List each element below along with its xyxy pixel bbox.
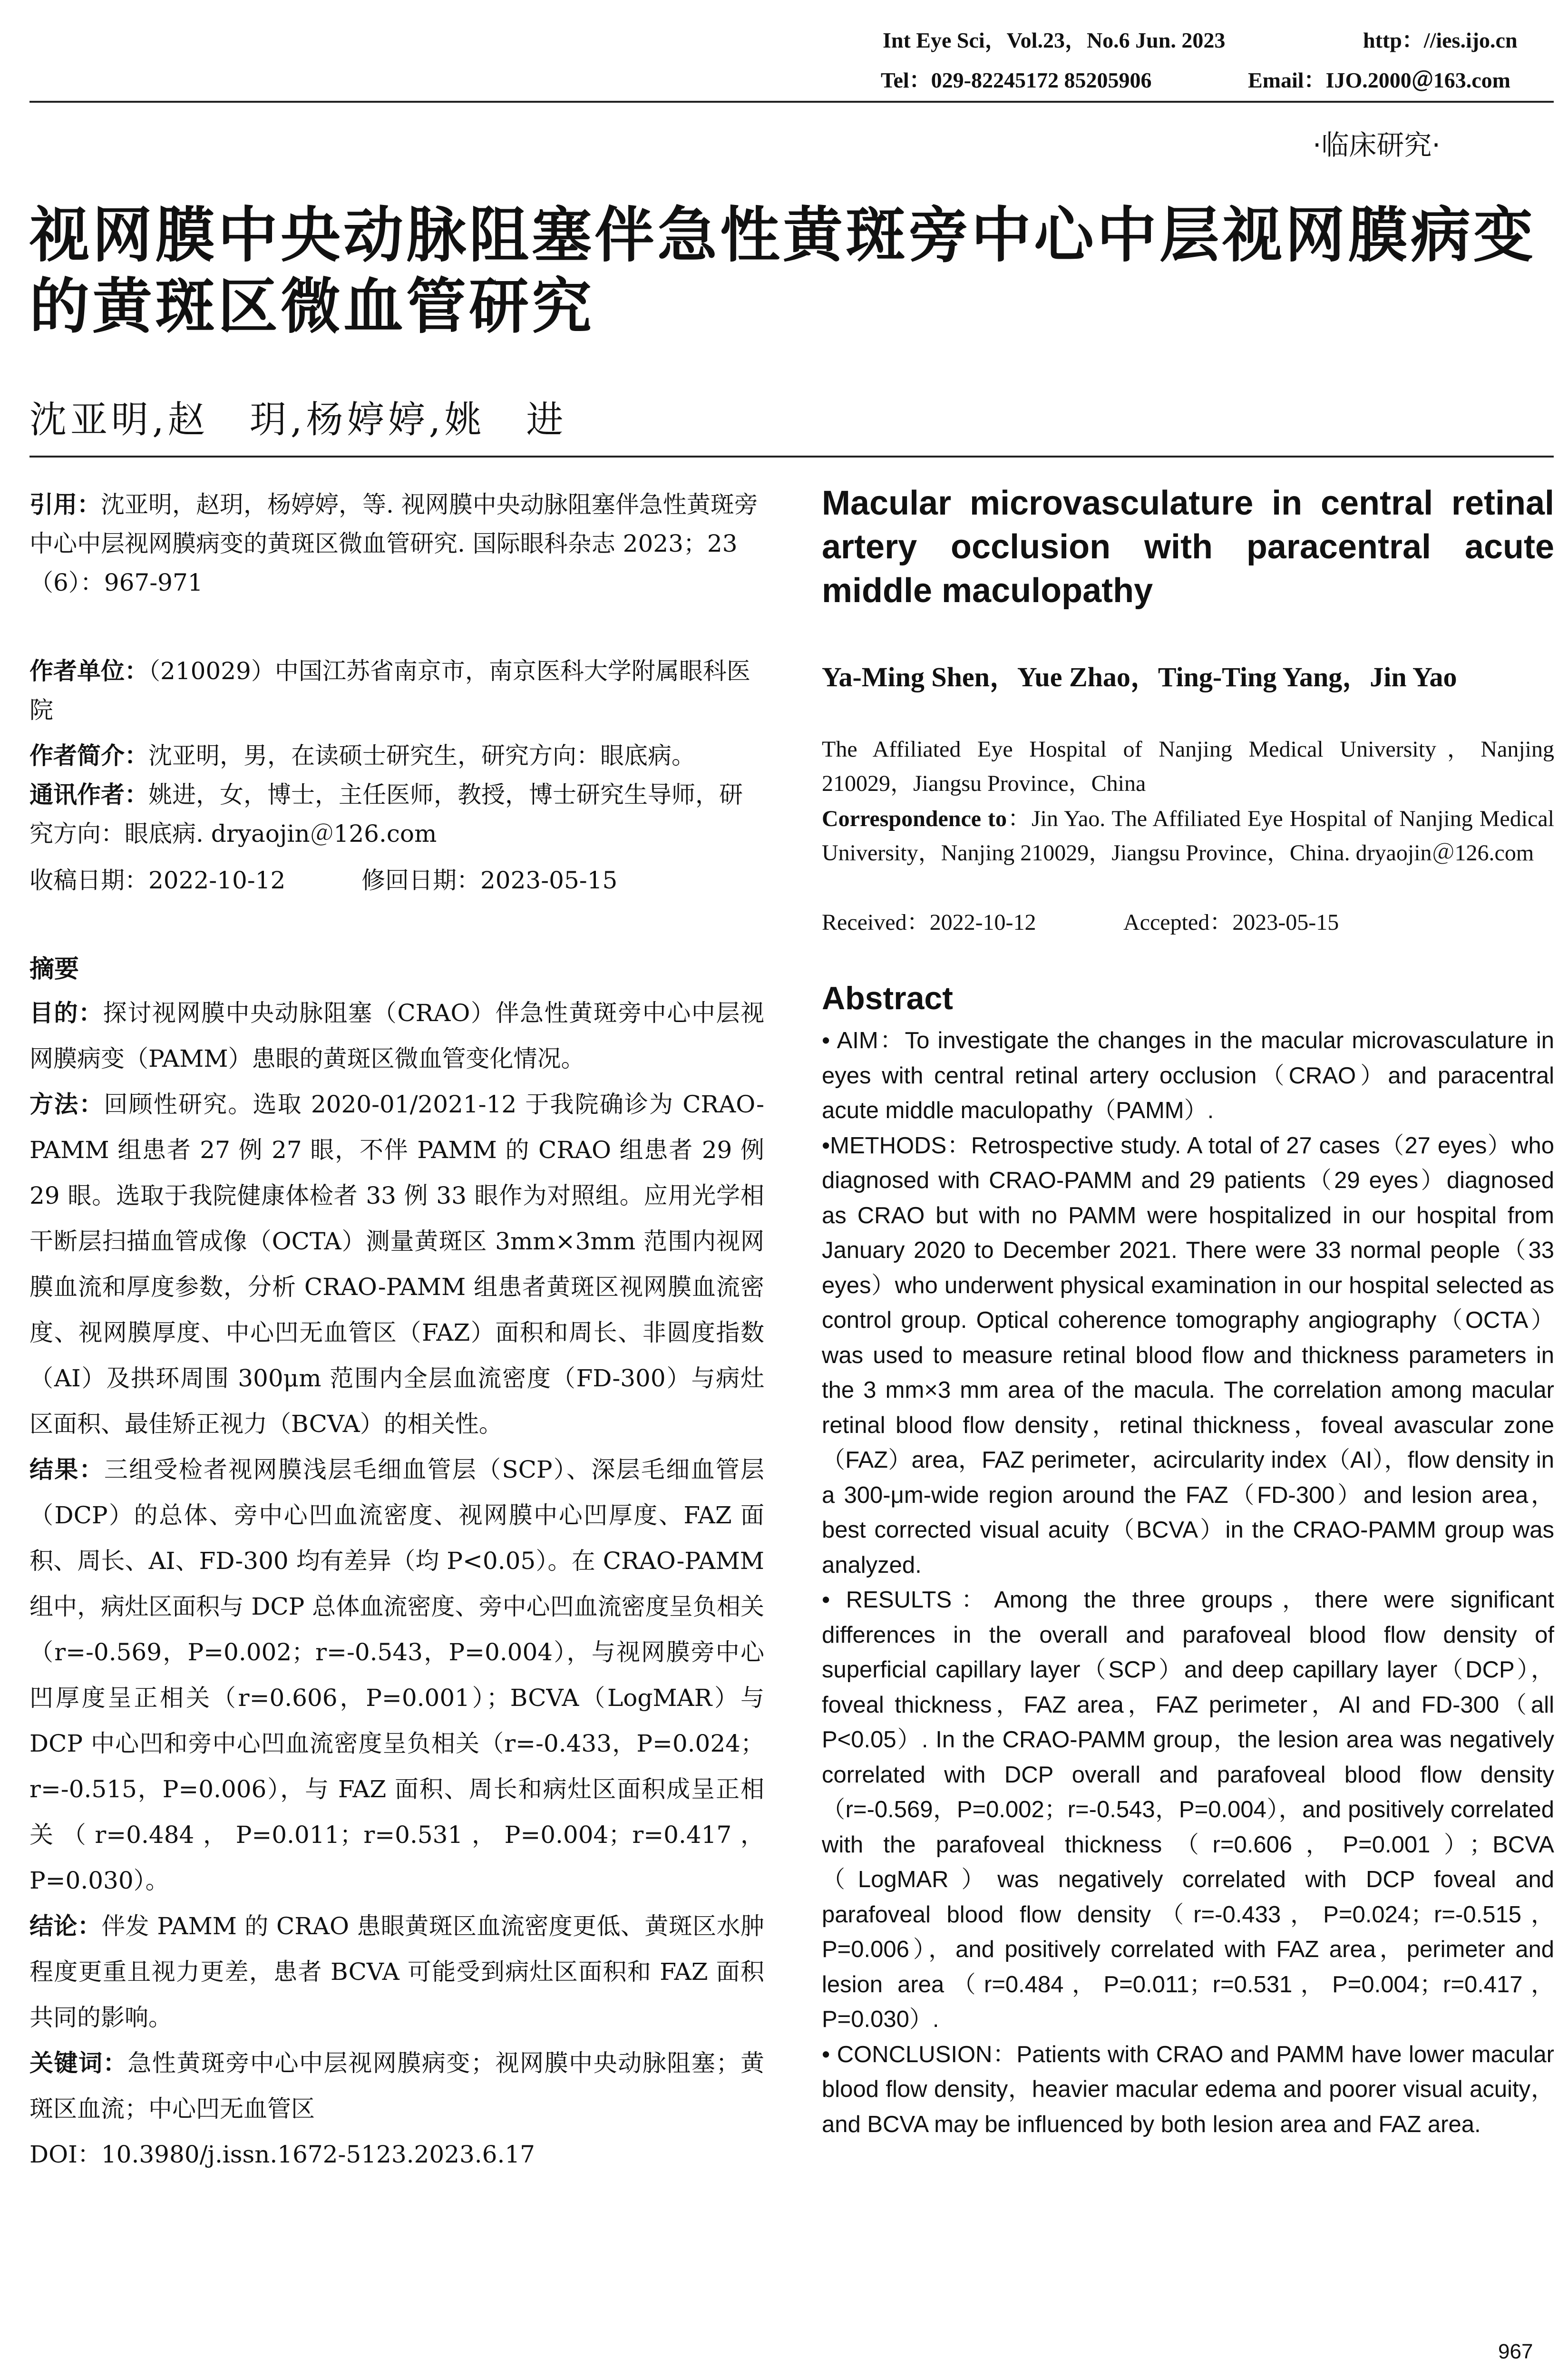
page-title-line1: 视网膜中央动脉阻塞伴急性黄斑旁中心中层视网膜病变 — [29, 200, 1536, 270]
methods-cn-text: 回顾性研究。选取 2020-01/2021-12 于我院确诊为 CRAO-PAMM 组患者 27 例 27 眼，不伴 PAMM 的 CRAO 组患者 29 例 29 眼。选取于我院健康体检者 33 例 33 眼作为对照组。应用光学相干断层扫描血管成像（OCTA）测量黄斑区 3mm×3mm 范围内视网膜血流和厚度参数，分析 CRAO-PAMM 组患者黄斑区视网膜血流密度、视网膜厚度、中心凹无血管区（FAZ）面积和周长、非圆度指数（AI）及拱环周围 300μm 范围内全层血流密度（FD-300）与病灶区面积、最佳矫正视力（BCVA）的相关性。 — [29, 1091, 764, 1438]
abstract-en-aim: • AIM：To investigate the changes in the macular microvasculature in eyes with central retinal artery occlusion（CRAO）and paracentral acute middle maculopathy（PAMM）. — [822, 1028, 1554, 1123]
page-title-line2: 的黄斑区微血管研究 — [29, 272, 594, 341]
journal-url[interactable]: http：//ies.ijo.cn — [1363, 28, 1518, 52]
abstract-cn-methods — [29, 1081, 764, 1447]
results-cn-text: 三组受检者视网膜浅层毛细血管层（SCP）、深层毛细血管层（DCP）的总体、旁中心凹血流密度、视网膜中心凹厚度、FAZ 面积、周长、AI、FD-300 均有差异（均 P<0.05）。在 CRAO-PAMM 组中，病灶区面积与 DCP 总体血流密度、旁中心凹血流密度呈负相关（r=-0.569，P=0.002；r=-0.543，P=0.004），与视网膜旁中心凹厚度呈正相关（r=0.606，P=0.001）；BCVA（LogMAR）与 DCP 中心凹和旁中心凹血流密度呈负相关（r=-0.433，P=0.024；r=-0.515，P=0.006），与 FAZ 面积、周长和病灶区面积成呈正相关（r=0.484，P=0.011；r=0.531，P=0.004；r=0.417，P=0.030）。 — [29, 1456, 764, 1894]
journal-email[interactable]: Email：IJO.2000＠163.com — [1248, 68, 1510, 92]
title-rule — [29, 456, 1554, 458]
aim-cn-text: 探讨视网膜中央动脉阻塞（CRAO）伴急性黄斑旁中心中层视网膜病变（PAMM）患眼的黄斑区微血管变化情况。 — [29, 999, 764, 1072]
corr-label: 通讯作者： — [29, 781, 148, 809]
abstract-en-conclusion: • CONCLUSION：Patients with CRAO and PAMM have lower macular blood flow density，heavier macular edema and poorer visual acuity，and BCVA may be influenced by both lesion area and FAZ area. — [822, 2041, 1554, 2137]
corr-block — [29, 775, 764, 853]
journal-info: Int Eye Sci，Vol.23，No.6 Jun. 2023 — [883, 28, 1226, 52]
abstract-cn-body — [29, 990, 764, 2177]
english-authors: Ya-Ming Shen，Yue Zhao，Ting-Ting Yang，Jin Yao — [822, 662, 1457, 692]
doi[interactable]: DOI：10.3980/j.issn.1672-5123.2023.6.17 — [29, 2141, 535, 2168]
citation-text: 沈亚明，赵玥，杨婷婷，等. 视网膜中央动脉阻塞伴急性黄斑旁中心中层视网膜病变的黄斑区微血管研究. 国际眼科杂志 2023；23（6）：967-971 — [29, 491, 758, 596]
section-label: ·临床研究· — [1313, 129, 1441, 161]
bio-block — [29, 736, 764, 775]
unit-label: 作者单位： — [29, 657, 148, 685]
conclusion-cn-label: 结论： — [29, 1912, 102, 1940]
corr-en-text: ：Jin Yao. The Affiliated Eye Hospital of Nanjing Medical University，Nanjing 210029，Jiangsu Province，China. dryaojin＠126.com — [822, 806, 1554, 866]
results-cn-label: 结果： — [29, 1456, 104, 1483]
abstract-cn-aim — [29, 990, 764, 1081]
revised-cn: 修回日期：2023-05-15 — [361, 867, 618, 894]
abstract-cn-conclusion — [29, 1903, 764, 2040]
abstract-en-body — [822, 1023, 1554, 2142]
conclusion-cn-text: 伴发 PAMM 的 CRAO 患眼黄斑区血流密度更低、黄斑区水肿程度更重且视力更差，患者 BCVA 可能受到病灶区面积和 FAZ 面积共同的影响。 — [29, 1912, 765, 2031]
unit-text: （210029）中国江苏省南京市，南京医科大学附属眼科医院 — [29, 657, 750, 724]
methods-cn-label: 方法： — [29, 1091, 104, 1118]
abstract-cn-keywords — [29, 2040, 764, 2132]
aim-cn-label: 目的： — [29, 999, 103, 1027]
citation-block — [29, 485, 764, 602]
abstract-cn-heading: 摘要 — [29, 955, 79, 984]
accepted-en: Accepted：2023-05-15 — [1123, 910, 1339, 935]
page-number: 967 — [1498, 2340, 1533, 2363]
corr-text: 姚进，女，博士，主任医师，教授，博士研究生导师，研究方向：眼底病. dryaojin＠126.com — [29, 781, 743, 848]
received-cn: 收稿日期：2022-10-12 — [29, 867, 286, 894]
abstract-en-methods: •METHODS：Retrospective study. A total of 27 cases（27 eyes）who diagnosed with CRAO-PAMM and 29 patients（29 eyes）diagnosed as CRAO but with no PAMM were hospitalized in our hospital from January 2020 to December 2021. There were 33 normal people（33 eyes）who underwent physical examination in our hospital selected as control group. Optical coherence tomography angiography（OCTA）was used to measure retinal blood flow and thickness parameters in the 3 mm×3 mm area of the macula. The correlation among macular retinal blood flow density，retinal thickness，foveal avascular zone（FAZ）area，FAZ perimeter，acircularity index（AI），flow density in a 300-μm-wide region around the FAZ（FD-300）and lesion area，best corrected visual acuity（BCVA）in the CRAO-PAMM group was analyzed. — [822, 1132, 1554, 1578]
abstract-cn-results — [29, 1447, 764, 1903]
abstract-en-heading: Abstract — [822, 980, 953, 1016]
bio-text: 沈亚明，男，在读硕士研究生，研究方向：眼底病。 — [148, 742, 695, 770]
english-correspondence — [822, 802, 1554, 870]
keywords-cn-label: 关键词： — [29, 2049, 128, 2077]
header-rule — [29, 101, 1554, 103]
bio-label: 作者简介： — [29, 742, 148, 770]
abstract-en-results: • RESULTS：Among the three groups，there were significant differences in the overall and parafoveal blood flow density of superficial capillary layer（SCP）and deep capillary layer（DCP），foveal thickness，FAZ area，FAZ perimeter，AI and FD-300（all P<0.05）. In the CRAO-PAMM group，the lesion area was negatively correlated with DCP overall and parafoveal blood flow density（r=-0.569，P=0.002；r=-0.543，P=0.004），and positively correlated with the parafoveal thickness（r=0.606，P=0.001）；BCVA（LogMAR）was negatively correlated with DCP foveal and parafoveal blood flow density（r=-0.433，P=0.024；r=-0.515，P=0.006），and positively correlated with FAZ area，perimeter and lesion area（r=0.484，P=0.011；r=0.531，P=0.004；r=0.417，P=0.030）. — [822, 1587, 1554, 2032]
unit-block — [29, 652, 764, 730]
journal-tel: Tel：029-82245172 85205906 — [881, 68, 1152, 92]
received-en: Received：2022-10-12 — [822, 910, 1036, 935]
keywords-cn-text: 急性黄斑旁中心中层视网膜病变；视网膜中央动脉阻塞；黄斑区血流；中心凹无血管区 — [29, 2049, 765, 2123]
english-title: Macular microvasculature in central retinal artery occlusion with paracentral acute middle maculopathy — [822, 484, 1554, 610]
english-affiliation: The Affiliated Eye Hospital of Nanjing Medical University，Nanjing 210029，Jiangsu Province，China — [822, 737, 1554, 796]
author-list: 沈亚明,赵 玥,杨婷婷,姚 进 — [29, 399, 567, 441]
corr-en-label: Correspondence to — [822, 806, 1007, 831]
citation-label: 引用： — [29, 491, 101, 518]
